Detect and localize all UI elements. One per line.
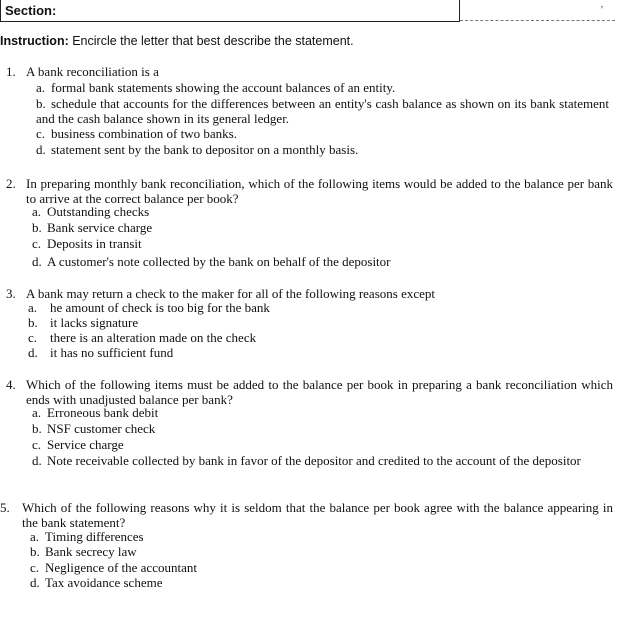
option-letter: a.	[32, 405, 42, 420]
option-letter: d.	[32, 254, 42, 269]
top-rule	[460, 20, 615, 21]
option-b[interactable]	[28, 315, 138, 330]
option-letter: c.	[36, 126, 46, 141]
option-b[interactable]	[30, 544, 137, 559]
option-a[interactable]	[30, 529, 144, 544]
option-letter: c.	[32, 437, 42, 452]
option-d[interactable]	[36, 142, 358, 157]
option-text: he amount of check is too big for the bank	[50, 300, 270, 315]
tick-mark: '	[601, 4, 603, 16]
option-text: business combination of two banks.	[51, 126, 237, 141]
option-letter: d.	[30, 575, 40, 590]
option-a[interactable]	[28, 300, 270, 315]
option-text: Negligence of the accountant	[45, 560, 197, 575]
option-letter: d.	[32, 453, 42, 468]
option-b[interactable]	[32, 421, 155, 436]
section-box	[0, 0, 460, 22]
option-a[interactable]	[32, 204, 149, 219]
option-text: there is an alteration made on the check	[50, 330, 257, 345]
option-letter: c.	[28, 330, 38, 345]
option-letter: a.	[32, 204, 42, 219]
option-text: formal bank statements showing the account balances of an entity.	[51, 80, 396, 95]
option-d[interactable]	[28, 345, 173, 360]
option-text: it lacks signature	[50, 315, 139, 330]
option-letter: d.	[28, 345, 38, 360]
option-letter: a.	[36, 80, 46, 95]
option-text: Service charge	[47, 437, 124, 452]
option-a[interactable]	[32, 405, 158, 420]
option-text: Outstanding checks	[47, 204, 150, 219]
option-text: Note receivable collected by bank in favor of the depositor and credited to the account of the depositor	[47, 453, 581, 468]
question-number: 5.	[0, 500, 10, 515]
option-text: Bank secrecy law	[45, 544, 137, 559]
question-number: 4.	[6, 377, 16, 392]
option-text: Deposits in transit	[47, 236, 142, 251]
option-d[interactable]	[32, 254, 391, 269]
option-letter: c.	[32, 236, 42, 251]
option-text: Timing differences	[45, 529, 144, 544]
option-text: Erroneous bank debit	[47, 405, 159, 420]
option-text: schedule that accounts for the differences between an entity's cash balance as shown on its bank statement and the cash balance shown in its general ledger.	[36, 96, 609, 126]
option-d[interactable]	[30, 575, 162, 590]
option-c[interactable]	[30, 560, 197, 575]
question-5	[0, 500, 613, 596]
question-number: 1.	[6, 64, 16, 79]
question-text: Which of the following items must be added to the balance per book in preparing a bank reconciliation which ends with unadjusted balance per bank?	[26, 377, 613, 407]
option-text: Tax avoidance scheme	[45, 575, 163, 590]
option-letter: b.	[28, 315, 38, 330]
instruction-text: Encircle the letter that best describe the statement.	[68, 34, 354, 48]
instruction	[0, 34, 354, 48]
option-letter: b.	[32, 220, 42, 235]
option-letter: d.	[36, 142, 46, 157]
option-letter: c.	[30, 560, 40, 575]
option-text: Bank service charge	[47, 220, 153, 235]
option-a[interactable]	[36, 80, 395, 95]
question-number: 2.	[6, 176, 16, 191]
option-c[interactable]	[32, 437, 124, 452]
option-d[interactable]	[32, 453, 609, 468]
question-text: A bank reconciliation is a	[26, 64, 159, 79]
option-text: NSF customer check	[47, 421, 156, 436]
instruction-label: Instruction:	[0, 34, 69, 48]
option-letter: a.	[30, 529, 40, 544]
option-c[interactable]	[28, 330, 256, 345]
question-4	[0, 377, 613, 487]
option-letter: b.	[32, 421, 42, 436]
option-b[interactable]	[36, 96, 609, 126]
question-2	[0, 176, 613, 272]
question-text: A bank may return a check to the maker for all of the following reasons except	[26, 286, 435, 301]
section-label: Section:	[5, 3, 57, 18]
option-c[interactable]	[36, 126, 237, 141]
option-text: statement sent by the bank to depositor on a monthly basis.	[51, 142, 359, 157]
option-letter: b.	[30, 544, 40, 559]
question-1	[0, 64, 613, 164]
option-text: A customer's note collected by the bank on behalf of the depositor	[47, 254, 391, 269]
option-text: it has no sufficient fund	[50, 345, 174, 360]
option-c[interactable]	[32, 236, 142, 251]
question-text: In preparing monthly bank reconciliation, which of the following items would be added to the balance per bank to arrive at the correct balance per book?	[26, 176, 613, 206]
question-3	[0, 286, 613, 366]
question-text: Which of the following reasons why it is seldom that the balance per book agree with the balance appearing in the bank statement?	[22, 500, 613, 530]
option-letter: a.	[28, 300, 38, 315]
question-number: 3.	[6, 286, 16, 301]
option-letter: b.	[36, 96, 46, 111]
option-b[interactable]	[32, 220, 152, 235]
